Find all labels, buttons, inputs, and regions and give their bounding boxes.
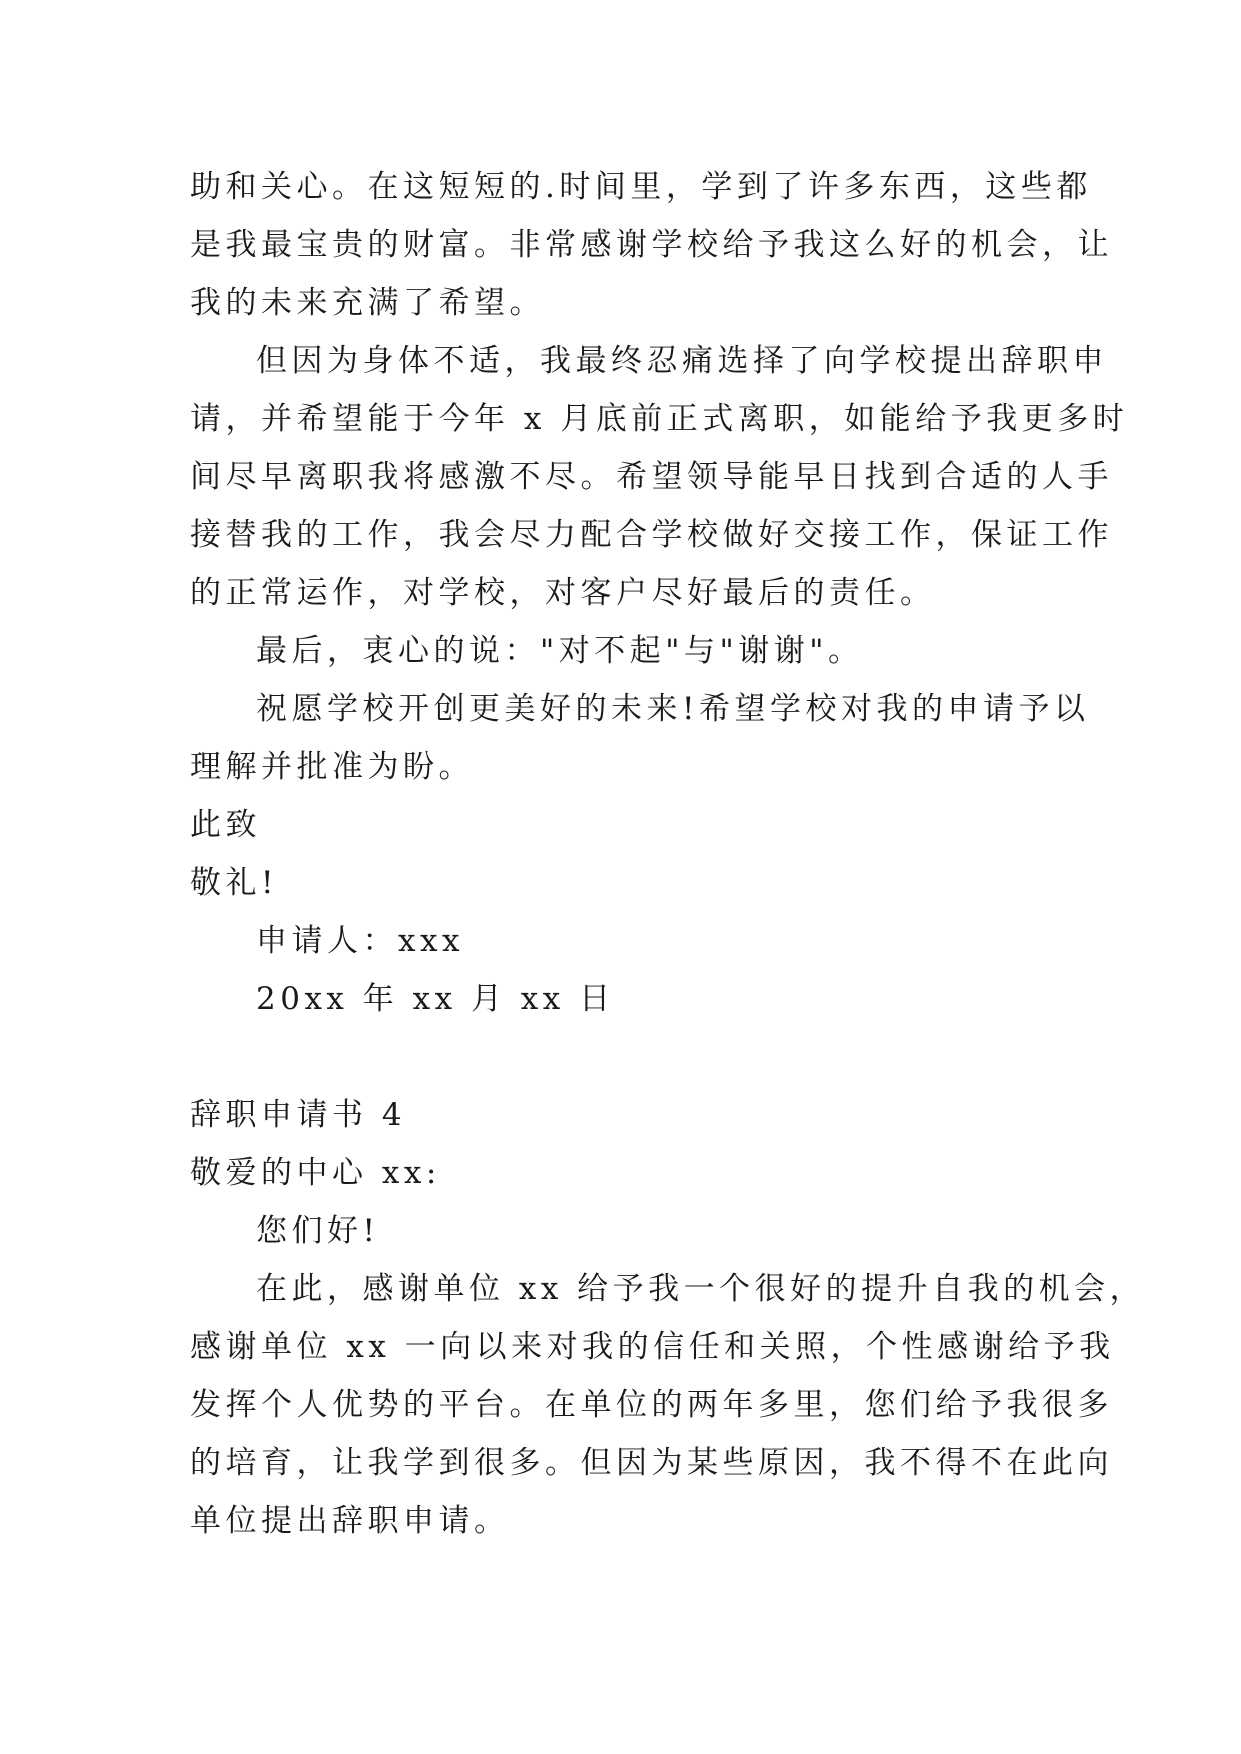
salutation: 敬爱的中心 xx: xyxy=(190,1155,441,1191)
closing-line: 敬礼! xyxy=(190,865,278,901)
paragraph-line: 发挥个人优势的平台。在单位的两年多里，您们给予我很多 xyxy=(190,1387,1113,1423)
paragraph-line: 感谢单位 xx 一向以来对我的信任和关照，个性感谢给予我 xyxy=(190,1329,1115,1365)
document-body xyxy=(190,158,1146,1550)
greeting: 您们好! xyxy=(256,1213,380,1249)
paragraph-line: 在此，感谢单位 xx 给予我一个很好的提升自我的机会， xyxy=(256,1271,1146,1307)
section-title: 辞职申请书 4 xyxy=(190,1097,407,1133)
paragraph-line: 助和关心。在这短短的.时间里，学到了许多东西，这些都 xyxy=(190,169,1092,205)
paragraph-line: 的正常运作，对学校，对客户尽好最后的责任。 xyxy=(190,575,936,611)
paragraph-line: 请，并希望能于今年 x 月底前正式离职，如能给予我更多时 xyxy=(190,401,1129,437)
paragraph-line: 祝愿学校开创更美好的未来!希望学校对我的申请予以 xyxy=(256,691,1090,727)
paragraph-line: 是我最宝贵的财富。非常感谢学校给予我这么好的机会，让 xyxy=(190,227,1113,263)
applicant-signature: 申请人：xxx xyxy=(256,923,464,959)
paragraph-line: 最后，衷心的说："对不起"与"谢谢"。 xyxy=(256,633,864,669)
paragraph-line: 单位提出辞职申请。 xyxy=(190,1503,510,1539)
section-spacer xyxy=(190,1028,1060,1086)
paragraph-line: 间尽早离职我将感激不尽。希望领导能早日找到合适的人手 xyxy=(190,459,1113,495)
closing-line: 此致 xyxy=(190,807,261,843)
paragraph-line: 理解并批准为盼。 xyxy=(190,749,474,785)
paragraph-line: 的培育，让我学到很多。但因为某些原因，我不得不在此向 xyxy=(190,1445,1113,1481)
letter-date: 20xx 年 xx 月 xx 日 xyxy=(256,981,615,1017)
paragraph-line: 我的未来充满了希望。 xyxy=(190,285,545,321)
paragraph-line: 但因为身体不适，我最终忍痛选择了向学校提出辞职申 xyxy=(256,343,1108,379)
paragraph-line: 接替我的工作，我会尽力配合学校做好交接工作，保证工作 xyxy=(190,517,1113,553)
